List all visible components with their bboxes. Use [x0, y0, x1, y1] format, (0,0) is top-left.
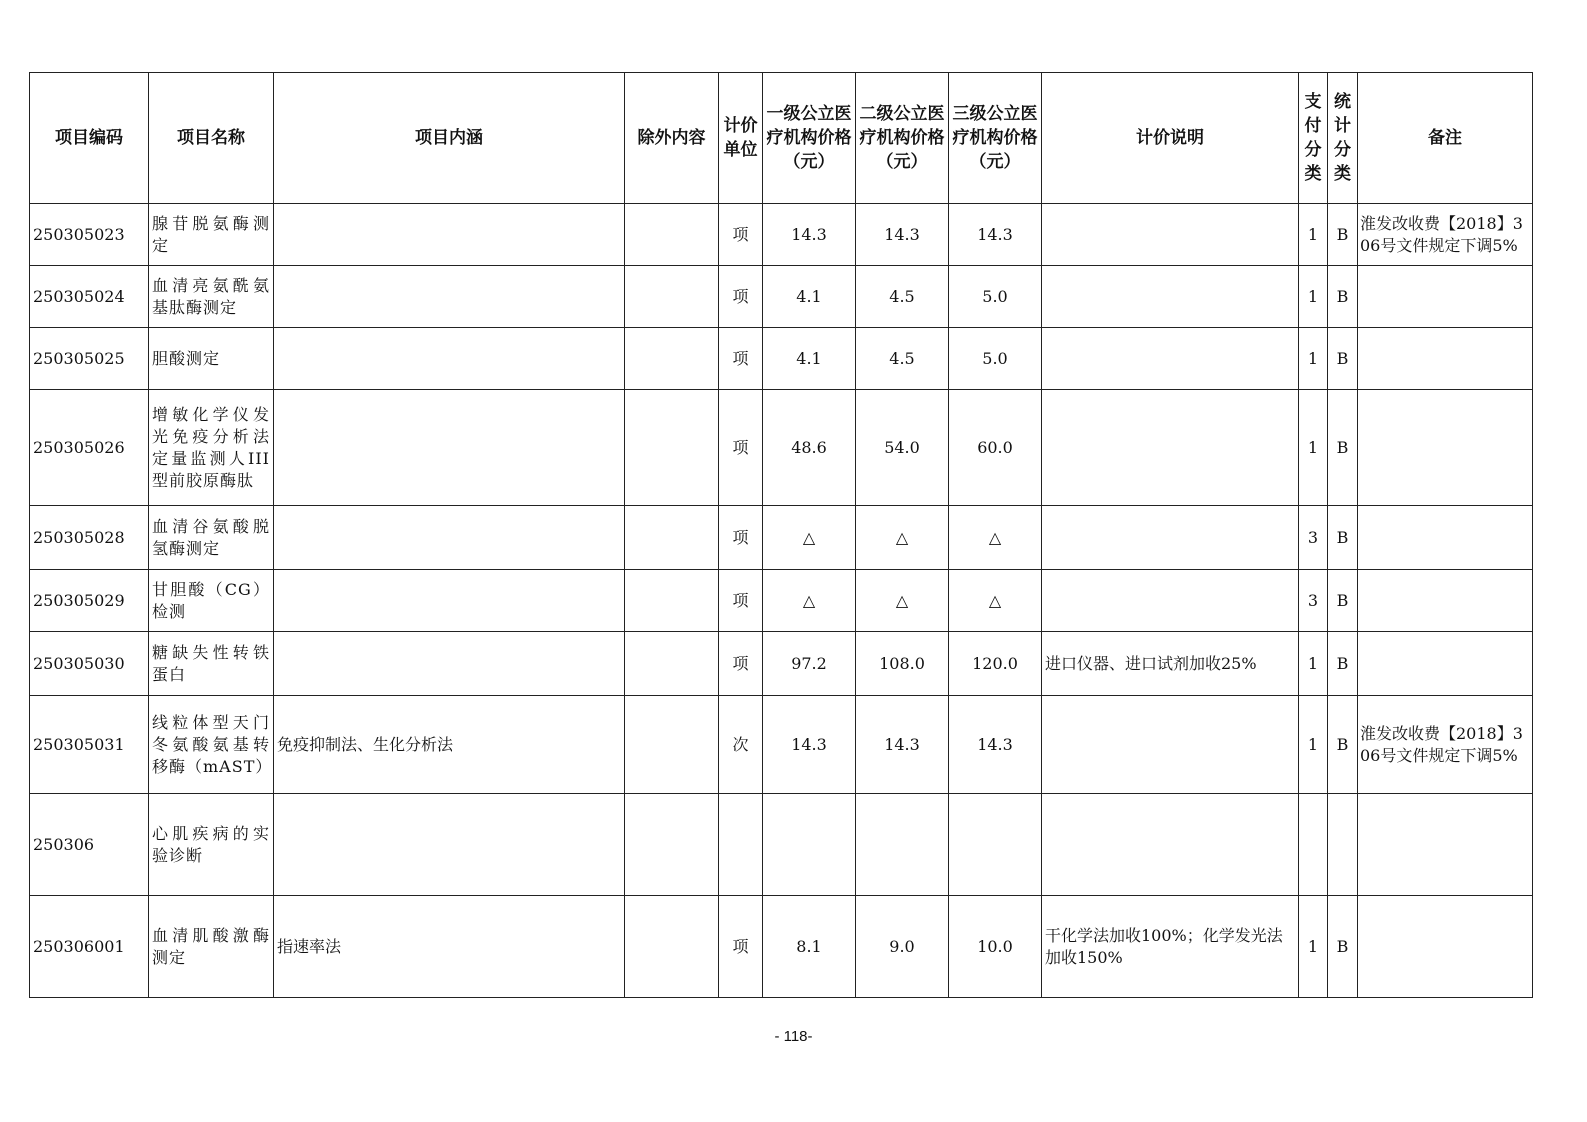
cell-code: 250305024: [30, 266, 149, 328]
cell-name: 糖缺失性转铁蛋白: [149, 632, 274, 696]
cell-exclusions: [625, 570, 719, 632]
cell-unit: 项: [719, 204, 763, 266]
cell-remarks: [1358, 328, 1533, 390]
cell-name: 血清肌酸激酶测定: [149, 896, 274, 998]
cell-price-level1: 48.6: [763, 390, 856, 506]
cell-content: [274, 328, 625, 390]
cell-exclusions: [625, 328, 719, 390]
cell-unit: 项: [719, 390, 763, 506]
cell-price-level2: [856, 794, 949, 896]
table-row: [30, 632, 1533, 696]
cell-payment-class: 3: [1299, 506, 1328, 570]
cell-remarks: [1358, 506, 1533, 570]
cell-stat-class: B: [1328, 696, 1358, 794]
cell-stat-class: B: [1328, 896, 1358, 998]
cell-price-level2: 9.0: [856, 896, 949, 998]
cell-unit: 项: [719, 328, 763, 390]
cell-name: 甘胆酸（CG）检测: [149, 570, 274, 632]
cell-name: 血清谷氨酸脱氢酶测定: [149, 506, 274, 570]
cell-name: 腺苷脱氨酶测定: [149, 204, 274, 266]
cell-price-level3: 5.0: [949, 266, 1042, 328]
header-price-level3: 三级公立医疗机构价格（元）: [949, 73, 1042, 204]
cell-code: 250306: [30, 794, 149, 896]
cell-exclusions: [625, 204, 719, 266]
cell-code: 250305025: [30, 328, 149, 390]
cell-stat-class: B: [1328, 328, 1358, 390]
header-remarks: 备注: [1358, 73, 1533, 204]
cell-remarks: 淮发改收费【2018】306号文件规定下调5%: [1358, 696, 1533, 794]
cell-price-level2: 14.3: [856, 204, 949, 266]
cell-payment-class: [1299, 794, 1328, 896]
cell-unit: 项: [719, 570, 763, 632]
page-number: - 118-: [774, 1028, 813, 1045]
cell-price-level1: 97.2: [763, 632, 856, 696]
cell-content: [274, 632, 625, 696]
header-unit: 计价单位: [719, 73, 763, 204]
cell-pricing-note: [1042, 506, 1299, 570]
cell-stat-class: B: [1328, 632, 1358, 696]
cell-price-level2: 54.0: [856, 390, 949, 506]
cell-payment-class: 1: [1299, 266, 1328, 328]
cell-unit: 次: [719, 696, 763, 794]
cell-price-level1: 14.3: [763, 204, 856, 266]
cell-price-level3: 10.0: [949, 896, 1042, 998]
cell-price-level3: 14.3: [949, 204, 1042, 266]
header-name: 项目名称: [149, 73, 274, 204]
cell-pricing-note: [1042, 696, 1299, 794]
cell-unit: 项: [719, 632, 763, 696]
header-row: [30, 73, 1533, 204]
cell-pricing-note: [1042, 328, 1299, 390]
cell-pricing-note: [1042, 204, 1299, 266]
cell-name: 心肌疾病的实验诊断: [149, 794, 274, 896]
cell-stat-class: B: [1328, 266, 1358, 328]
cell-price-level3: 60.0: [949, 390, 1042, 506]
cell-price-level3: △: [949, 506, 1042, 570]
cell-payment-class: 1: [1299, 390, 1328, 506]
cell-pricing-note: [1042, 390, 1299, 506]
cell-content: [274, 204, 625, 266]
cell-stat-class: B: [1328, 204, 1358, 266]
cell-content: [274, 506, 625, 570]
cell-pricing-note: [1042, 570, 1299, 632]
cell-exclusions: [625, 266, 719, 328]
cell-pricing-note: 进口仪器、进口试剂加收25%: [1042, 632, 1299, 696]
cell-price-level1: [763, 794, 856, 896]
cell-payment-class: 1: [1299, 632, 1328, 696]
cell-unit: 项: [719, 896, 763, 998]
table-row: [30, 570, 1533, 632]
cell-content: [274, 570, 625, 632]
cell-pricing-note: [1042, 266, 1299, 328]
cell-exclusions: [625, 390, 719, 506]
table-row: [30, 266, 1533, 328]
table-row: [30, 696, 1533, 794]
cell-content: [274, 794, 625, 896]
cell-content: [274, 390, 625, 506]
cell-code: 250305031: [30, 696, 149, 794]
cell-price-level1: 8.1: [763, 896, 856, 998]
cell-name: 增敏化学仪发光免疫分析法定量监测人III型前胶原酶肽: [149, 390, 274, 506]
cell-stat-class: B: [1328, 506, 1358, 570]
cell-unit: 项: [719, 506, 763, 570]
header-payment-class: 支付分类: [1299, 73, 1328, 204]
cell-price-level2: 108.0: [856, 632, 949, 696]
cell-stat-class: B: [1328, 570, 1358, 632]
cell-price-level3: [949, 794, 1042, 896]
cell-price-level3: △: [949, 570, 1042, 632]
cell-payment-class: 3: [1299, 570, 1328, 632]
cell-name: 胆酸测定: [149, 328, 274, 390]
cell-content: 指速率法: [274, 896, 625, 998]
cell-code: 250306001: [30, 896, 149, 998]
cell-stat-class: B: [1328, 390, 1358, 506]
cell-payment-class: 1: [1299, 696, 1328, 794]
table-row: [30, 390, 1533, 506]
cell-price-level3: 14.3: [949, 696, 1042, 794]
cell-remarks: [1358, 794, 1533, 896]
cell-code: 250305029: [30, 570, 149, 632]
cell-exclusions: [625, 794, 719, 896]
cell-price-level2: 14.3: [856, 696, 949, 794]
cell-price-level2: 4.5: [856, 328, 949, 390]
cell-payment-class: 1: [1299, 328, 1328, 390]
table-row: [30, 506, 1533, 570]
cell-name: 血清亮氨酰氨基肽酶测定: [149, 266, 274, 328]
cell-unit: [719, 794, 763, 896]
cell-price-level1: 4.1: [763, 266, 856, 328]
pricing-table: [29, 72, 1533, 998]
header-exclusions: 除外内容: [625, 73, 719, 204]
cell-code: 250305028: [30, 506, 149, 570]
table-row: [30, 896, 1533, 998]
cell-remarks: [1358, 896, 1533, 998]
cell-remarks: [1358, 632, 1533, 696]
header-pricing-note: 计价说明: [1042, 73, 1299, 204]
table-row: [30, 204, 1533, 266]
cell-price-level1: 4.1: [763, 328, 856, 390]
cell-stat-class: [1328, 794, 1358, 896]
cell-pricing-note: 干化学法加收100%；化学发光法加收150%: [1042, 896, 1299, 998]
cell-pricing-note: [1042, 794, 1299, 896]
cell-exclusions: [625, 632, 719, 696]
header-content: 项目内涵: [274, 73, 625, 204]
header-stat-class: 统计分类: [1328, 73, 1358, 204]
cell-price-level2: △: [856, 570, 949, 632]
cell-exclusions: [625, 506, 719, 570]
cell-exclusions: [625, 896, 719, 998]
cell-code: 250305026: [30, 390, 149, 506]
cell-content: [274, 266, 625, 328]
cell-price-level1: △: [763, 506, 856, 570]
cell-price-level3: 120.0: [949, 632, 1042, 696]
cell-remarks: [1358, 570, 1533, 632]
cell-remarks: [1358, 266, 1533, 328]
cell-price-level3: 5.0: [949, 328, 1042, 390]
cell-payment-class: 1: [1299, 896, 1328, 998]
cell-content: 免疫抑制法、生化分析法: [274, 696, 625, 794]
cell-price-level1: △: [763, 570, 856, 632]
cell-code: 250305023: [30, 204, 149, 266]
header-price-level1: 一级公立医疗机构价格（元）: [763, 73, 856, 204]
cell-price-level2: 4.5: [856, 266, 949, 328]
cell-remarks: 淮发改收费【2018】306号文件规定下调5%: [1358, 204, 1533, 266]
table-row: [30, 328, 1533, 390]
header-code: 项目编码: [30, 73, 149, 204]
cell-exclusions: [625, 696, 719, 794]
cell-code: 250305030: [30, 632, 149, 696]
cell-remarks: [1358, 390, 1533, 506]
table-row: [30, 794, 1533, 896]
cell-payment-class: 1: [1299, 204, 1328, 266]
cell-price-level2: △: [856, 506, 949, 570]
cell-unit: 项: [719, 266, 763, 328]
cell-name: 线粒体型天门冬氨酸氨基转移酶（mAST）: [149, 696, 274, 794]
header-price-level2: 二级公立医疗机构价格（元）: [856, 73, 949, 204]
cell-price-level1: 14.3: [763, 696, 856, 794]
